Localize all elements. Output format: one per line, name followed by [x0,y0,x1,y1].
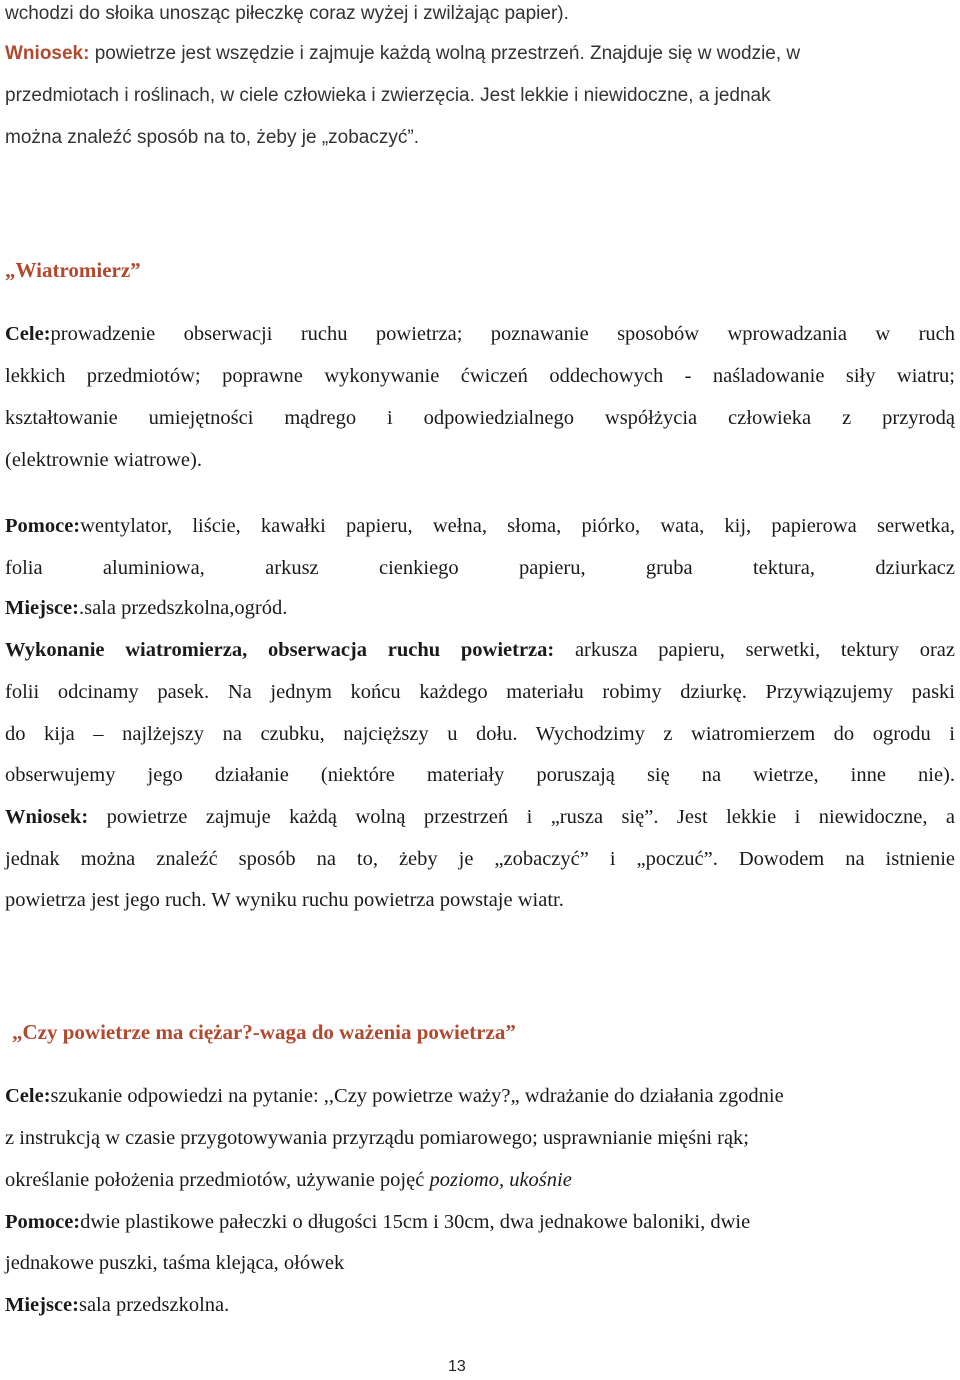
section-title-wiatromierz: „Wiatromierz” [5,258,141,282]
miejsce2-label: Miejsce: [5,1294,79,1316]
conclusion-line-2: przedmiotach i roślinach, w ciele człowieka i zwierzęcia. Jest lekkie i niewidoczne, a jednak [5,85,771,106]
cele-line-4: (elektrownie wiatrowe). [5,449,202,471]
wykonanie-text: arkusza papieru, serwetki, tektury oraz [554,639,955,661]
pomoce-line-2: folia aluminiowa, arkusz cienkiego papieru, gruba tektura, dziurkacz [5,557,955,579]
cele-line-1 [5,320,955,348]
continuation-line-1: wchodzi do słoika unosząc piłeczkę coraz wyżej i zwilżając papier). [5,3,569,24]
cele-line-2: lekkich przedmiotów; poprawne wykonywanie ćwiczeń oddechowych - naśladowanie siły wiatru; [5,365,955,387]
pomoce2-label: Pomoce: [5,1211,81,1233]
cele2-text-3: określanie położenia przedmiotów, używanie pojęć [5,1169,430,1191]
cele-line-3: kształtowanie umiejętności mądrego i odpowiedzialnego współżycia człowieka z przyrodą [5,407,955,429]
pomoce2-line-2: jednakowe puszki, taśma klejąca, ołówek [5,1252,345,1274]
wniosek-line-1 [5,803,955,831]
cele-text: prowadzenie obserwacji ruchu powietrza; poznawanie sposobów wprowadzania w ruch [50,323,955,345]
cele2-text: szukanie odpowiedzi na pytanie: ,,Czy powietrze waży?„ wdrażanie do działania zgodnie [50,1085,784,1107]
section-title-waga: „Czy powietrze ma ciężar?-waga do ważenia powietrza” [12,1020,516,1044]
wniosek-line-3: powietrza jest jego ruch. W wyniku ruchu powietrza powstaje wiatr. [5,889,564,911]
pomoce-label: Pomoce: [5,515,81,537]
miejsce-line [5,594,287,622]
cele2-line-1 [5,1082,784,1110]
cele2-line-2: z instrukcją w czasie przygotowywania przyrządu pomiarowego; usprawnianie mięśni rąk; [5,1127,750,1149]
wykonanie-label: Wykonanie wiatromierza, obserwacja ruchu powietrza: [5,639,555,661]
wniosek-text: powietrze zajmuje każdą wolną przestrzeń i „rusza się”. Jest lekkie i niewidoczne, a [88,806,955,828]
miejsce2-line [5,1291,229,1319]
wykonanie-line-2: folii odcinamy pasek. Na jednym końcu każdego materiału robimy dziurkę. Przywiązujemy paski [5,681,955,703]
conclusion-line-1 [5,40,800,68]
conclusion-label: Wniosek: [5,43,90,64]
pomoce-text: wentylator, liście, kawałki papieru, wełna, słoma, piórko, wata, kij, papierowa serwetka, [80,515,955,537]
cele-label: Cele: [5,323,51,345]
wniosek-line-2: jednak można znaleźć sposób na to, żeby je „zobaczyć” i „poczuć”. Dowodem na istnienie [5,848,955,870]
pomoce2-text: dwie plastikowe pałeczki o długości 15cm i 30cm, dwa jednakowe baloniki, dwie [80,1211,751,1233]
miejsce-text: .sala przedszkolna,ogród. [78,597,288,619]
wykonanie-line-4: obserwujemy jego działanie (niektóre materiały poruszają się na wietrze, inne nie). [5,764,955,786]
wykonanie-line-1 [5,636,955,664]
cele2-italic-terms: poziomo, ukośnie [429,1169,572,1191]
pomoce-line-1 [5,512,955,540]
miejsce-label: Miejsce: [5,597,79,619]
wykonanie-line-3: do kija – najlżejszy na czubku, najcięższy u dołu. Wychodzimy z wiatromierzem do ogrodu i [5,723,955,745]
cele2-label: Cele: [5,1085,51,1107]
pomoce2-line-1 [5,1208,750,1236]
wniosek-label: Wniosek: [5,806,89,828]
conclusion-text: powietrze jest wszędzie i zajmuje każdą wolną przestrzeń. Znajduje się w wodzie, w [89,43,801,64]
cele2-line-3 [5,1166,572,1194]
conclusion-line-3: można znaleźć sposób na to, żeby je „zobaczyć”. [5,127,419,148]
miejsce2-text: sala przedszkolna. [78,1294,230,1316]
page-number: 13 [448,1358,466,1375]
